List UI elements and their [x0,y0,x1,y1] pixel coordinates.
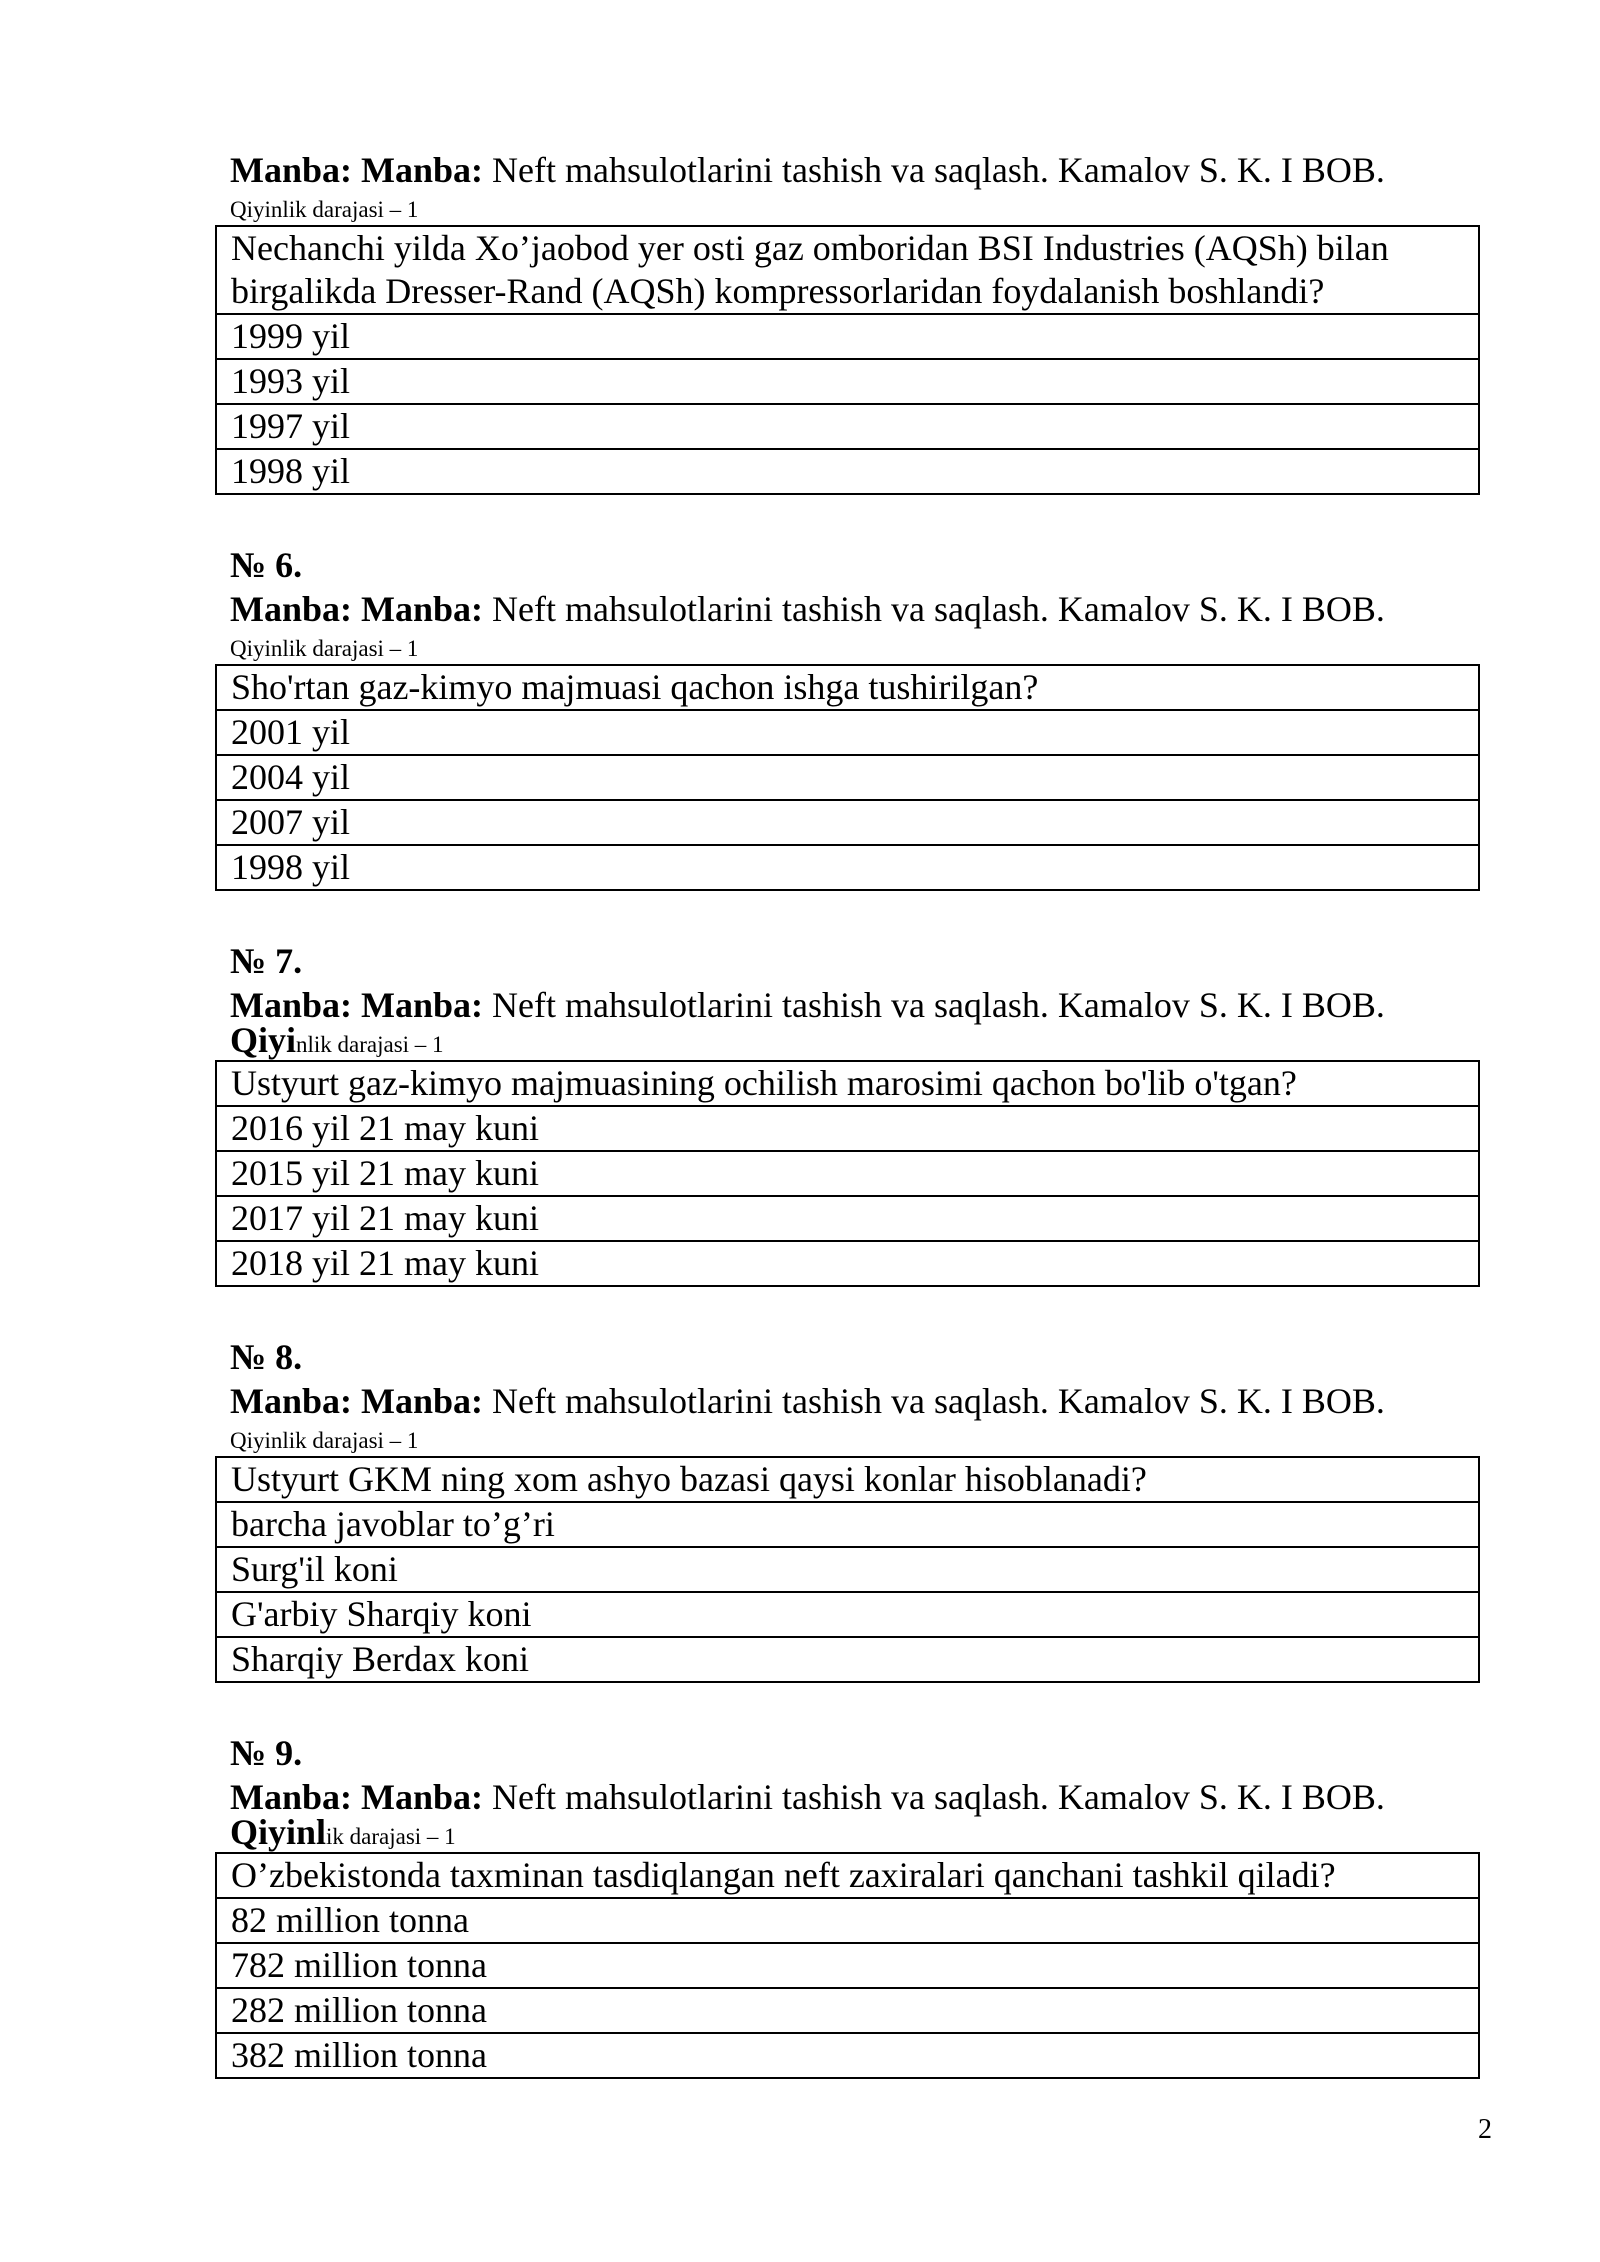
question-table [215,1060,1480,1287]
question-block-7 [215,939,1480,1287]
question-row [216,1061,1479,1106]
answer-row [216,1196,1479,1241]
answer-option[interactable]: barcha javoblar to’g’ri [216,1502,1479,1547]
difficulty-text: Qiyinlik darajasi – 1 [230,197,419,222]
answer-row [216,845,1479,890]
question-block-6 [215,543,1480,891]
difficulty-text: nlik darajasi – 1 [296,1032,444,1057]
question-row [216,665,1479,710]
source-text: Neft mahsulotlarini tashish va saqlash. Kamalov S. K. I BOB. [483,985,1385,1025]
answer-option[interactable]: 2001 yil [216,710,1479,755]
question-difficulty [230,192,1480,223]
answer-row [216,449,1479,494]
question-row [216,226,1479,314]
answer-option[interactable]: 1999 yil [216,314,1479,359]
page-number: 2 [1478,2114,1492,2145]
answer-row [216,1502,1479,1547]
answer-row [216,1943,1479,1988]
question-source [230,148,1480,192]
answer-row [216,1592,1479,1637]
question-source [230,1379,1480,1423]
answer-option[interactable]: Surg'il koni [216,1547,1479,1592]
answer-row [216,1241,1479,1286]
answer-option[interactable]: 1998 yil [216,449,1479,494]
answer-row [216,710,1479,755]
question-block-9 [215,1731,1480,2079]
question-block-8 [215,1335,1480,1683]
answer-row [216,1106,1479,1151]
question-source [230,1775,1480,1819]
difficulty-text: ik darajasi – 1 [326,1824,456,1849]
question-text: Sho'rtan gaz-kimyo majmuasi qachon ishga tushirilgan? [216,665,1479,710]
answer-row [216,800,1479,845]
source-text: Neft mahsulotlarini tashish va saqlash. Kamalov S. K. I BOB. [483,1381,1385,1421]
answer-option[interactable]: 2018 yil 21 may kuni [216,1241,1479,1286]
question-number: № 9. [230,1733,303,1773]
answer-option[interactable]: 1997 yil [216,404,1479,449]
answer-row [216,1637,1479,1682]
question-number: № 8. [230,1337,303,1377]
question-source [230,587,1480,631]
source-text: Neft mahsulotlarini tashish va saqlash. Kamalov S. K. I BOB. [483,150,1385,190]
answer-option[interactable]: 2015 yil 21 may kuni [216,1151,1479,1196]
difficulty-text: Qiyinlik darajasi – 1 [230,1428,419,1453]
question-difficulty [230,1423,1480,1454]
question-text: Ustyurt GKM ning xom ashyo bazasi qaysi konlar hisoblanadi? [216,1457,1479,1502]
source-text: Neft mahsulotlarini tashish va saqlash. Kamalov S. K. I BOB. [483,1777,1385,1817]
question-text: Ustyurt gaz-kimyo majmuasining ochilish marosimi qachon bo'lib o'tgan? [216,1061,1479,1106]
answer-option[interactable]: 82 million tonna [216,1898,1479,1943]
answer-option[interactable]: 782 million tonna [216,1943,1479,1988]
answer-option[interactable]: 382 million tonna [216,2033,1479,2078]
question-row [216,1457,1479,1502]
answer-option[interactable]: 2016 yil 21 may kuni [216,1106,1479,1151]
source-label: Manba: Manba: [230,589,484,629]
difficulty-bold: Qiyinl [230,1812,327,1852]
difficulty-bold: Qiyi [230,1020,297,1060]
source-label: Manba: Manba: [230,985,484,1025]
question-table [215,1852,1480,2079]
question-table [215,664,1480,891]
source-text: Neft mahsulotlarini tashish va saqlash. Kamalov S. K. I BOB. [483,589,1385,629]
answer-option[interactable]: 1993 yil [216,359,1479,404]
source-label: Manba: Manba: [230,1777,484,1817]
answer-row [216,359,1479,404]
difficulty-text: Qiyinlik darajasi – 1 [230,636,419,661]
answer-option[interactable]: G'arbiy Sharqiy koni [216,1592,1479,1637]
source-label: Manba: Manba: [230,150,484,190]
answer-option[interactable]: 282 million tonna [216,1988,1479,2033]
answer-row [216,314,1479,359]
question-number: № 7. [230,941,303,981]
answer-row [216,1988,1479,2033]
question-row [216,1853,1479,1898]
question-source [230,983,1480,1027]
answer-row [216,2033,1479,2078]
source-label: Manba: Manba: [230,1381,484,1421]
document-body [215,148,1480,2079]
question-table [215,225,1480,495]
answer-option[interactable]: 2017 yil 21 may kuni [216,1196,1479,1241]
answer-option[interactable]: 2004 yil [216,755,1479,800]
answer-row [216,1898,1479,1943]
answer-row [216,404,1479,449]
answer-option[interactable]: 1998 yil [216,845,1479,890]
answer-row [216,1547,1479,1592]
question-difficulty [230,1812,1480,1852]
answer-option[interactable]: 2007 yil [216,800,1479,845]
question-difficulty [230,631,1480,662]
question-text: Nechanchi yilda Xo’jaobod yer osti gaz omboridan BSI Industries (AQSh) bilan birgalikda Dresser-Rand (AQSh) kompressorlaridan foydalanish boshlandi? [216,226,1479,314]
answer-option[interactable]: Sharqiy Berdax koni [216,1637,1479,1682]
question-number: № 6. [230,545,303,585]
question-text: O’zbekistonda taxminan tasdiqlangan neft zaxiralari qanchani tashkil qiladi? [216,1853,1479,1898]
answer-row [216,755,1479,800]
answer-row [216,1151,1479,1196]
question-block-5 [215,148,1480,495]
question-difficulty [230,1020,1480,1060]
question-table [215,1456,1480,1683]
